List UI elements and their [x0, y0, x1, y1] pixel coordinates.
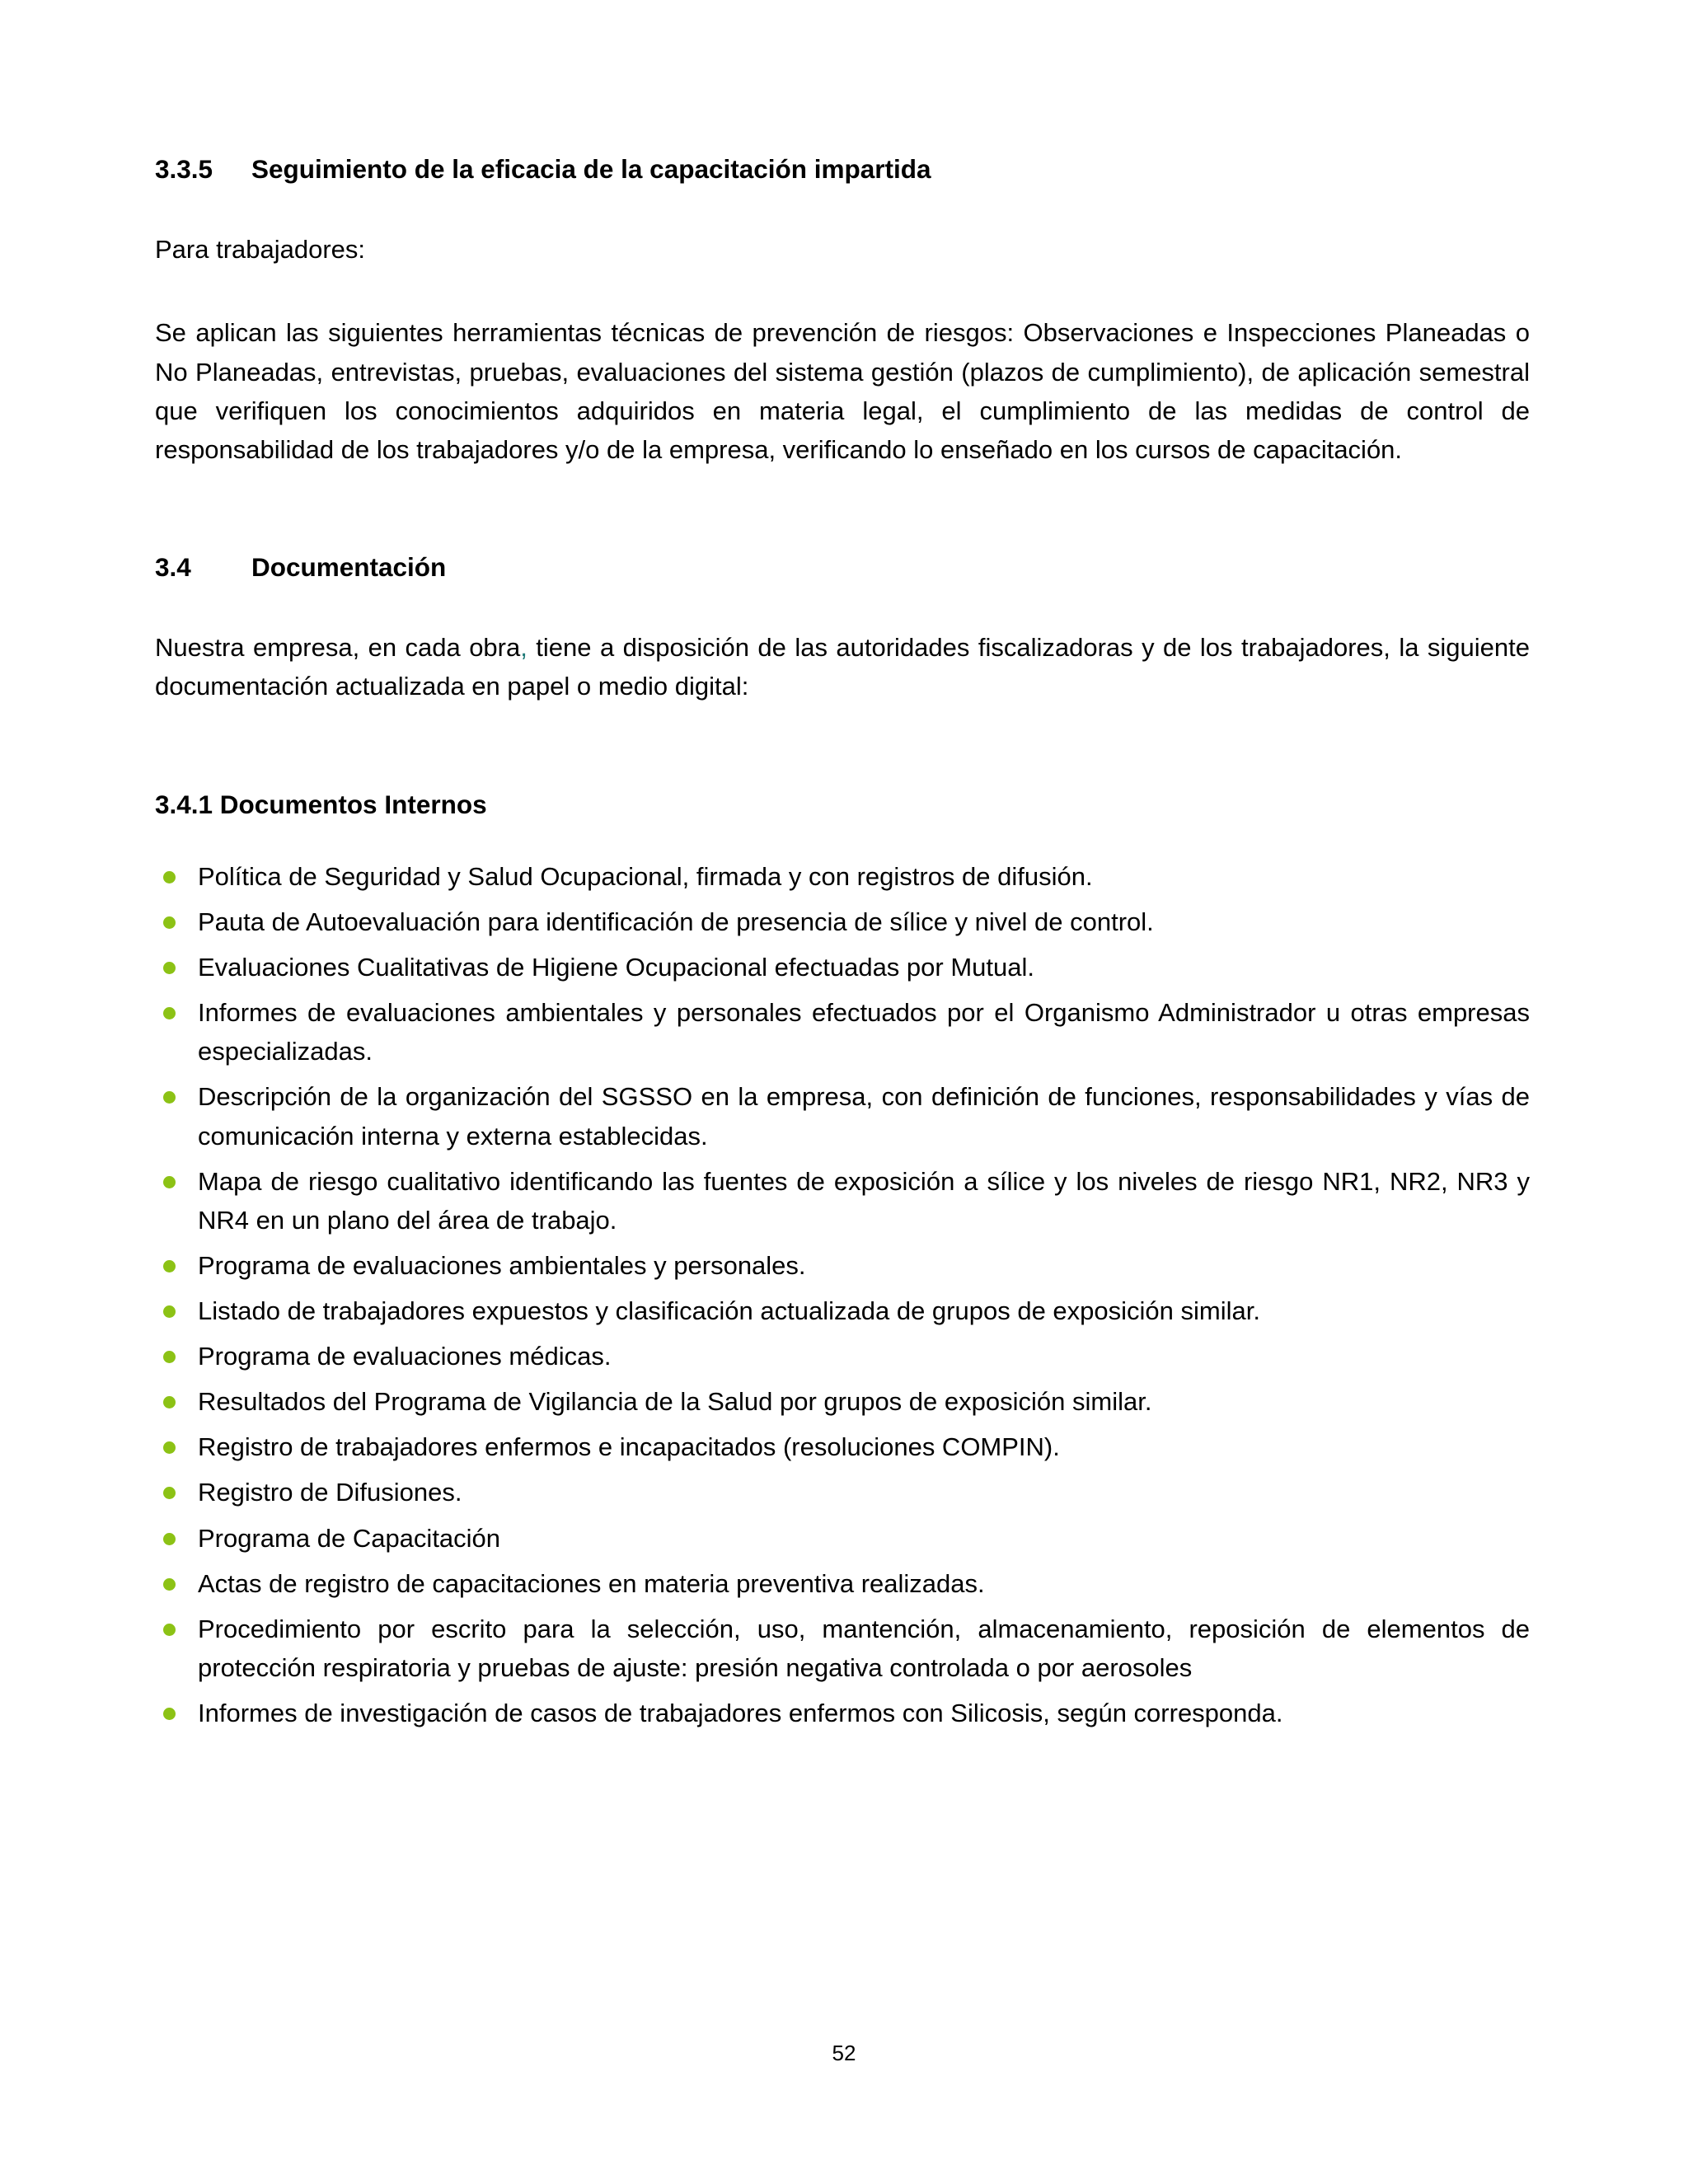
- bullet-icon: [163, 871, 176, 883]
- bullet-icon: [163, 1396, 176, 1408]
- list-item-label: Evaluaciones Cualitativas de Higiene Ocupacional efectuadas por Mutual.: [198, 953, 1034, 982]
- bullet-icon: [163, 1176, 176, 1188]
- bullet-icon: [163, 1533, 176, 1545]
- accent-comma: ,: [520, 633, 528, 663]
- list-item-label: Informes de investigación de casos de trabajadores enfermos con Silicosis, según corresponda.: [198, 1698, 1283, 1727]
- spacer: [155, 583, 1530, 628]
- list-item: [155, 1564, 1530, 1603]
- bullet-icon: [163, 1305, 176, 1318]
- list-item: [155, 1382, 1530, 1421]
- heading-3-4-1: 3.4.1 Documentos Internos: [155, 789, 487, 819]
- heading-3-3-5-title: Seguimiento de la eficacia de la capacitación impartida: [251, 154, 931, 184]
- bullet-icon: [163, 1260, 176, 1272]
- list-item: [155, 857, 1530, 896]
- bullet-icon: [163, 1487, 176, 1499]
- list-item: [155, 1291, 1530, 1330]
- list-item-label: Programa de Capacitación: [198, 1523, 501, 1553]
- list-item: [155, 1519, 1530, 1558]
- heading-3-3-5: [155, 153, 1530, 185]
- list-item: [155, 1473, 1530, 1511]
- list-item: [155, 1246, 1530, 1285]
- list-item-label: Resultados del Programa de Vigilancia de la Salud por grupos de exposición similar.: [198, 1387, 1152, 1417]
- paragraph-para-trabajadores: Para trabajadores:: [155, 235, 366, 265]
- list-item: [155, 1162, 1530, 1240]
- paragraph-nuestra-empresa-part1: Nuestra empresa, en cada obra: [155, 633, 521, 663]
- bullet-icon: [163, 962, 176, 974]
- bullet-icon: [163, 1007, 176, 1019]
- list-item: [155, 902, 1530, 941]
- list-item: [155, 1694, 1530, 1732]
- list-item: [155, 993, 1530, 1071]
- page-content: [155, 0, 1530, 1739]
- list-item: [155, 1427, 1530, 1466]
- list-item: [155, 1337, 1530, 1376]
- page-number: 52: [832, 2041, 856, 2065]
- paragraph-herramientas-tecnicas: Se aplican las siguientes herramientas técnicas de prevención de riesgos: Observaciones e Inspecciones Planeadas o No Planeadas, entrevistas, pruebas, evaluaciones del sistema gestión (plazos de cumplimiento), de aplicación semestral que verifiquen los conocimientos adquiridos en materia legal, el cumplimiento de las medidas de control de responsabilidad de los trabajadores y/o de la empresa, verificando lo enseñado en los cursos de capacitación.: [155, 318, 1530, 464]
- heading-3-4-title: Documentación: [251, 551, 447, 582]
- list-item-label: Registro de Difusiones.: [198, 1478, 462, 1507]
- list-item-label: Pauta de Autoevaluación para identificación de presencia de sílice y nivel de control.: [198, 907, 1154, 936]
- bullet-icon: [163, 1441, 176, 1454]
- list-item-label: Informes de evaluaciones ambientales y personales efectuados por el Organismo Administrador u otras empresas especializadas.: [198, 998, 1530, 1066]
- list-item: [155, 1077, 1530, 1155]
- spacer: [155, 469, 1530, 551]
- list-item-label: Listado de trabajadores expuestos y clasificación actualizada de grupos de exposición similar.: [198, 1296, 1260, 1325]
- bullet-icon: [163, 916, 176, 929]
- list-item-label: Programa de evaluaciones ambientales y personales.: [198, 1250, 806, 1280]
- list-item-label: Mapa de riesgo cualitativo identificando las fuentes de exposición a sílice y los niveles de riesgo NR1, NR2, NR3 y NR4 en un plano del área de trabajo.: [198, 1166, 1530, 1235]
- heading-3-3-5-number: 3.3.5: [155, 154, 213, 184]
- list-item-label: Programa de evaluaciones médicas.: [198, 1342, 612, 1371]
- paragraph-nuestra-empresa: [155, 628, 1530, 705]
- list-item-label: Procedimiento por escrito para la selección, uso, mantención, almacenamiento, reposición de elementos de protección respiratoria y pruebas de ajuste: presión negativa controlada o por aerosoles: [198, 1614, 1530, 1682]
- list-item-label: Política de Seguridad y Salud Ocupacional, firmada y con registros de difusión.: [198, 861, 1093, 891]
- heading-3-4-number: 3.4: [155, 551, 191, 582]
- bullet-icon: [163, 1624, 176, 1636]
- spacer: [155, 706, 1530, 789]
- bullet-icon: [163, 1091, 176, 1104]
- spacer: [155, 185, 1530, 230]
- list-item-label: Actas de registro de capacitaciones en materia preventiva realizadas.: [198, 1568, 985, 1598]
- list-item-label: Descripción de la organización del SGSSO en la empresa, con definición de funciones, responsabilidades y vías de comunicación interna y externa establecidas.: [198, 1082, 1530, 1151]
- spacer: [155, 269, 1530, 313]
- heading-3-4: [155, 551, 1530, 583]
- list-item: [155, 1610, 1530, 1687]
- documentos-internos-list: [155, 857, 1530, 1732]
- bullet-icon: [163, 1708, 176, 1720]
- list-item-label: Registro de trabajadores enfermos e incapacitados (resoluciones COMPIN).: [198, 1432, 1060, 1462]
- bullet-icon: [163, 1351, 176, 1363]
- list-item: [155, 948, 1530, 987]
- spacer: [155, 821, 1530, 857]
- paragraph-nuestra-empresa-part2: tiene a disposición de las autoridades fiscalizadoras y de los trabajadores, la siguiente documentación actualizada en papel o medio digital:: [155, 633, 1530, 701]
- bullet-icon: [163, 1578, 176, 1591]
